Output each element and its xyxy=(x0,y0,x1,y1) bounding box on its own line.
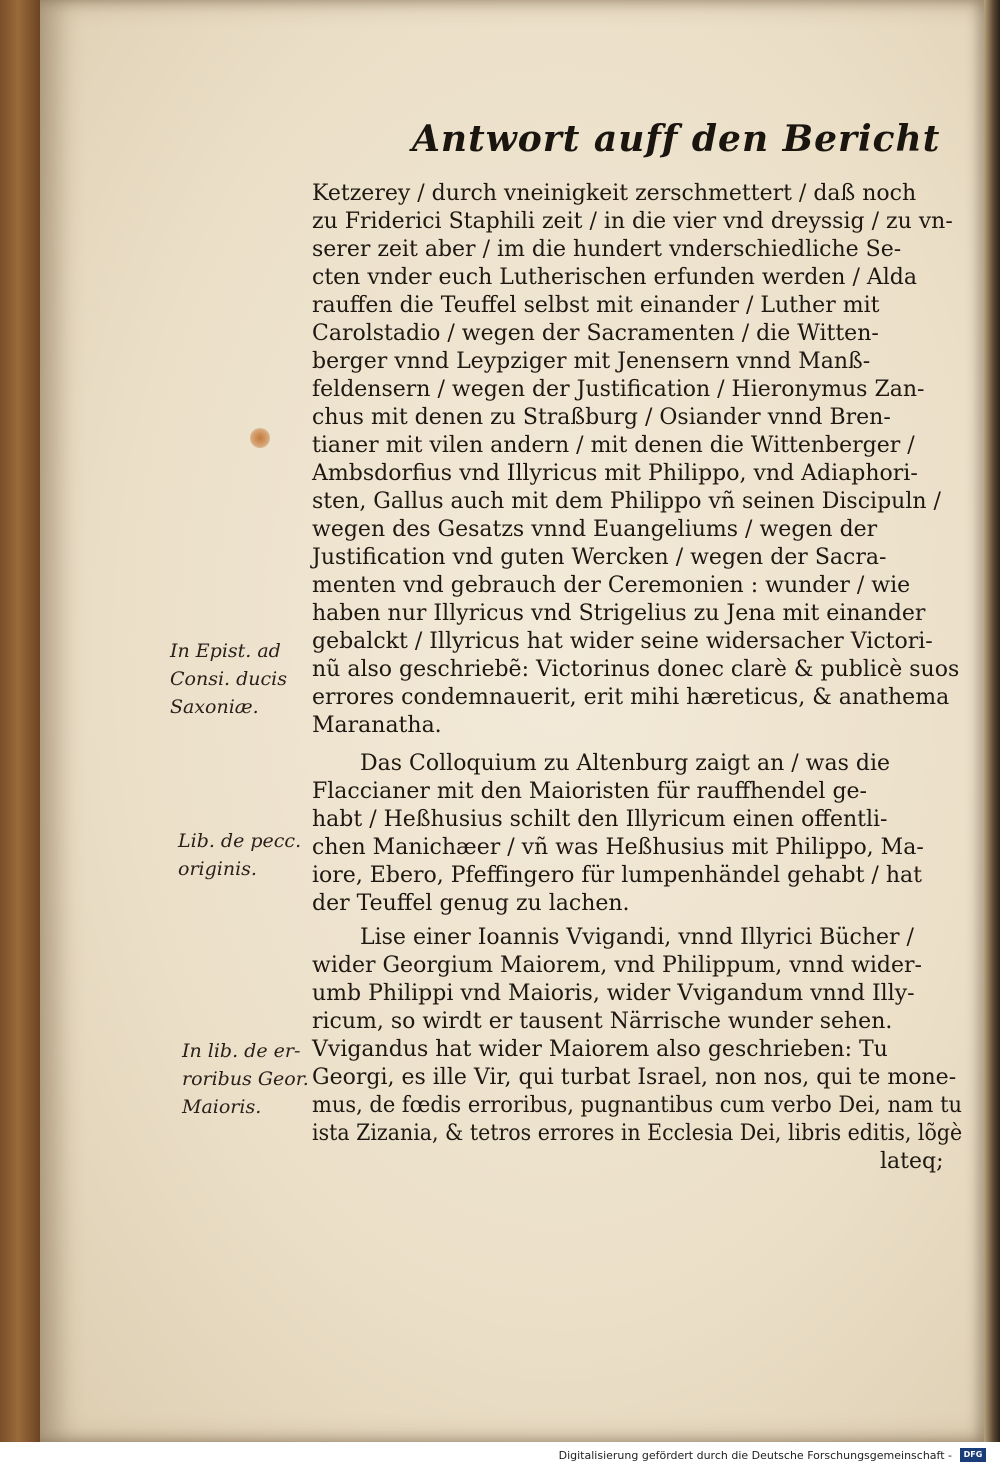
text-line: Carolstadio / wegen der Sacramenten / die Witten- xyxy=(312,321,879,346)
text-line: ricum, so wirdt er tausent Närrische wunder sehen. xyxy=(312,1009,893,1034)
text-line: rauffen die Teuffel selbst mit einander / Luther mit xyxy=(312,293,880,318)
margin-note: Saxoniæ. xyxy=(170,696,259,718)
ink-stain xyxy=(250,428,270,448)
text-line: umb Philippi vnd Maioris, wider Vvigandum vnnd Illy- xyxy=(312,981,915,1006)
text-line: der Teuffel genug zu lachen. xyxy=(312,891,630,916)
margin-note: Lib. de pecc. xyxy=(178,830,302,852)
text-line: chus mit denen zu Straßburg / Osiander vnnd Bren- xyxy=(312,405,891,430)
text-line: Lise einer Ioannis Vvigandi, vnnd Illyrici Bücher / xyxy=(360,925,914,950)
margin-note: In lib. de er- xyxy=(182,1040,301,1062)
margin-note: In Epist. ad xyxy=(170,640,281,662)
page-edge xyxy=(984,0,1000,1442)
text-line: feldensern / wegen der Justification / Hieronymus Zan- xyxy=(312,377,925,402)
text-line: cten vnder euch Lutherischen erfunden werden / Alda xyxy=(312,265,917,290)
running-header: Antwort auff den Bericht xyxy=(412,118,941,160)
text-line: wider Georgium Maiorem, vnd Philippum, vnnd wider- xyxy=(312,953,922,978)
text-line: mus, de fœdis erroribus, pugnantibus cum verbo Dei, nam tu xyxy=(312,1093,962,1118)
text-line: Justification vnd guten Wercken / wegen der Sacra- xyxy=(312,545,887,570)
text-line: wegen des Gesatzs vnnd Euangeliums / wegen der xyxy=(312,517,878,542)
footer-bar xyxy=(0,1442,1000,1469)
margin-note: Consi. ducis xyxy=(170,668,287,690)
text-line: haben nur Illyricus vnd Strigelius zu Jena mit einander xyxy=(312,601,926,626)
text-line: Ambsdorfius vnd Illyricus mit Philippo, vnd Adiaphori- xyxy=(312,461,918,486)
text-line: Maranatha. xyxy=(312,713,442,738)
text-line: chen Manichæer / vñ was Heßhusius mit Philippo, Ma- xyxy=(312,835,924,860)
text-line: iore, Ebero, Pfeffingero für lumpenhändel gehabt / hat xyxy=(312,863,922,888)
text-line: sten, Gallus auch mit dem Philippo vñ seinen Discipuln / xyxy=(312,489,941,514)
text-line: Ketzerey / durch vneinigkeit zerschmettert / daß noch xyxy=(312,181,917,206)
text-line: habt / Heßhusius schilt den Illyricum einen offentli- xyxy=(312,807,888,832)
text-line: Das Colloquium zu Altenburg zaigt an / was die xyxy=(360,751,891,776)
text-line: errores condemnauerit, erit mihi hæreticus, & anathema xyxy=(312,685,950,710)
text-line: serer zeit aber / im die hundert vnderschiedliche Se- xyxy=(312,237,902,262)
footer-credit: Digitalisierung gefördert durch die Deutsche Forschungsgemeinschaft - xyxy=(558,1449,952,1462)
margin-note: originis. xyxy=(178,858,257,880)
text-line: Vvigandus hat wider Maiorem also geschrieben: Tu xyxy=(312,1037,888,1062)
text-line: ista Zizania, & tetros errores in Ecclesia Dei, libris editis, lõgè xyxy=(312,1121,963,1146)
text-line: Flaccianer mit den Maioristen für rauffhendel ge- xyxy=(312,779,867,804)
text-line: tianer mit vilen andern / mit denen die Wittenberger / xyxy=(312,433,915,458)
margin-note: Maioris. xyxy=(182,1096,262,1118)
text-line: berger vnnd Leypziger mit Jenensern vnnd Manß- xyxy=(312,349,871,374)
dfg-logo-icon: DFG xyxy=(960,1448,986,1462)
catchword: lateq; xyxy=(880,1149,944,1174)
text-line: zu Friderici Staphili zeit / in die vier vnd dreyssig / zu vn- xyxy=(312,209,953,234)
text-line: nũ also geschriebẽ: Victorinus donec clarè & publicè suos xyxy=(312,657,960,682)
text-line: gebalckt / Illyricus hat wider seine widersacher Victori- xyxy=(312,629,933,654)
text-line: Georgi, es ille Vir, qui turbat Israel, non nos, qui te mone- xyxy=(312,1065,957,1090)
margin-note: roribus Geor. xyxy=(182,1068,309,1090)
text-line: menten vnd gebrauch der Ceremonien : wunder / wie xyxy=(312,573,911,598)
